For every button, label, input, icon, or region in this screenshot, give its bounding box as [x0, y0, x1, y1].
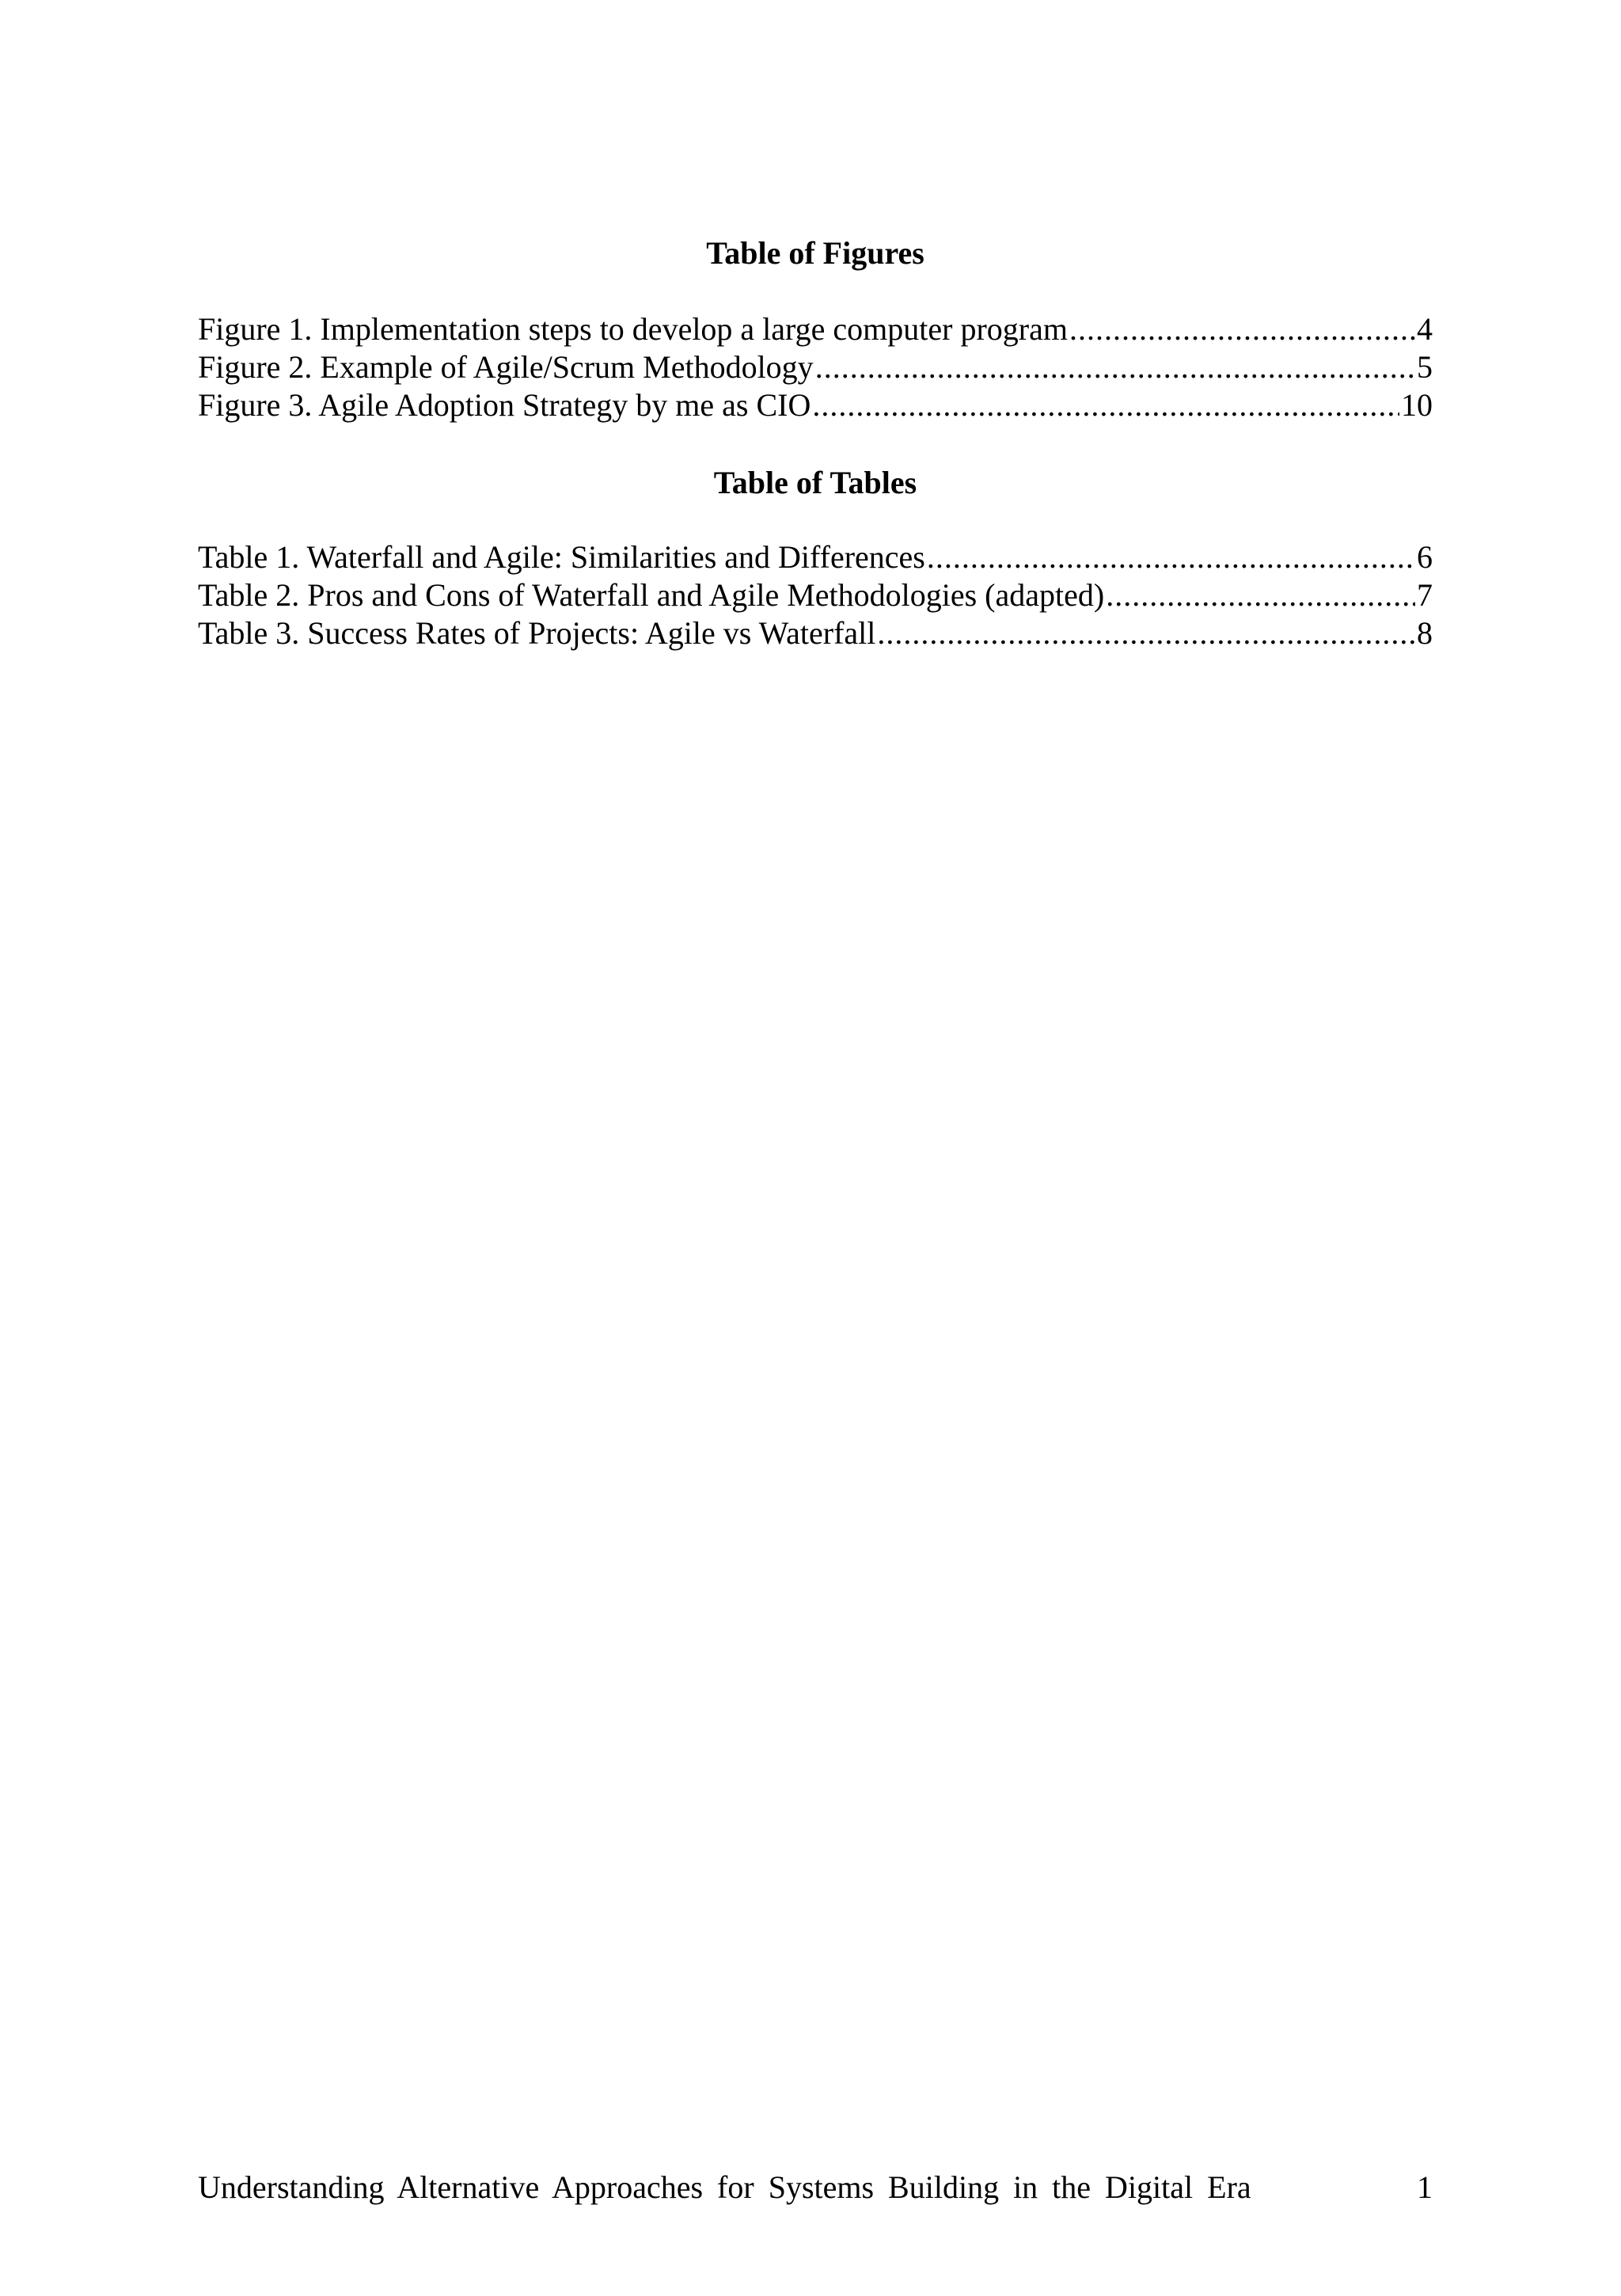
dot-leader — [927, 538, 1415, 576]
table-of-figures-heading: Table of Figures — [706, 235, 924, 271]
table-of-tables-list — [198, 538, 1433, 652]
dot-leader — [815, 348, 1415, 386]
table-entry-2[interactable] — [198, 576, 1433, 614]
figure-entry-page: 10 — [1401, 387, 1433, 423]
dot-leader — [1106, 576, 1415, 614]
figure-entry-title: Figure 1. Implementation steps to develop a large computer program — [198, 311, 1068, 347]
figure-entry-page: 5 — [1417, 349, 1433, 385]
table-entry-3[interactable] — [198, 614, 1433, 652]
table-of-tables-heading: Table of Tables — [713, 465, 917, 500]
table-entry-title: Table 3. Success Rates of Projects: Agile vs Waterfall — [198, 615, 876, 651]
figure-entry-2[interactable] — [198, 348, 1433, 386]
figure-entry-3[interactable] — [198, 386, 1433, 424]
table-entry-1[interactable] — [198, 538, 1433, 576]
dot-leader — [1069, 310, 1415, 348]
page-footer — [198, 2168, 1433, 2207]
table-entry-page: 8 — [1417, 615, 1433, 651]
table-entry-title: Table 1. Waterfall and Agile: Similarities and Differences — [198, 539, 925, 575]
footer-page-number: 1 — [1417, 2169, 1433, 2205]
dot-leader — [877, 614, 1415, 652]
dot-leader — [812, 386, 1399, 424]
table-entry-page: 7 — [1417, 577, 1433, 613]
figure-entry-title: Figure 3. Agile Adoption Strategy by me as CIO — [198, 387, 811, 423]
table-of-figures-list — [198, 310, 1433, 424]
figure-entry-1[interactable] — [198, 310, 1433, 348]
figure-entry-title: Figure 2. Example of Agile/Scrum Methodology — [198, 349, 814, 385]
table-entry-title: Table 2. Pros and Cons of Waterfall and Agile Methodologies (adapted) — [198, 577, 1105, 613]
table-entry-page: 6 — [1417, 539, 1433, 575]
figure-entry-page: 4 — [1417, 311, 1433, 347]
footer-document-title: Understanding Alternative Approaches for Systems Building in the Digital Era — [198, 2169, 1251, 2205]
